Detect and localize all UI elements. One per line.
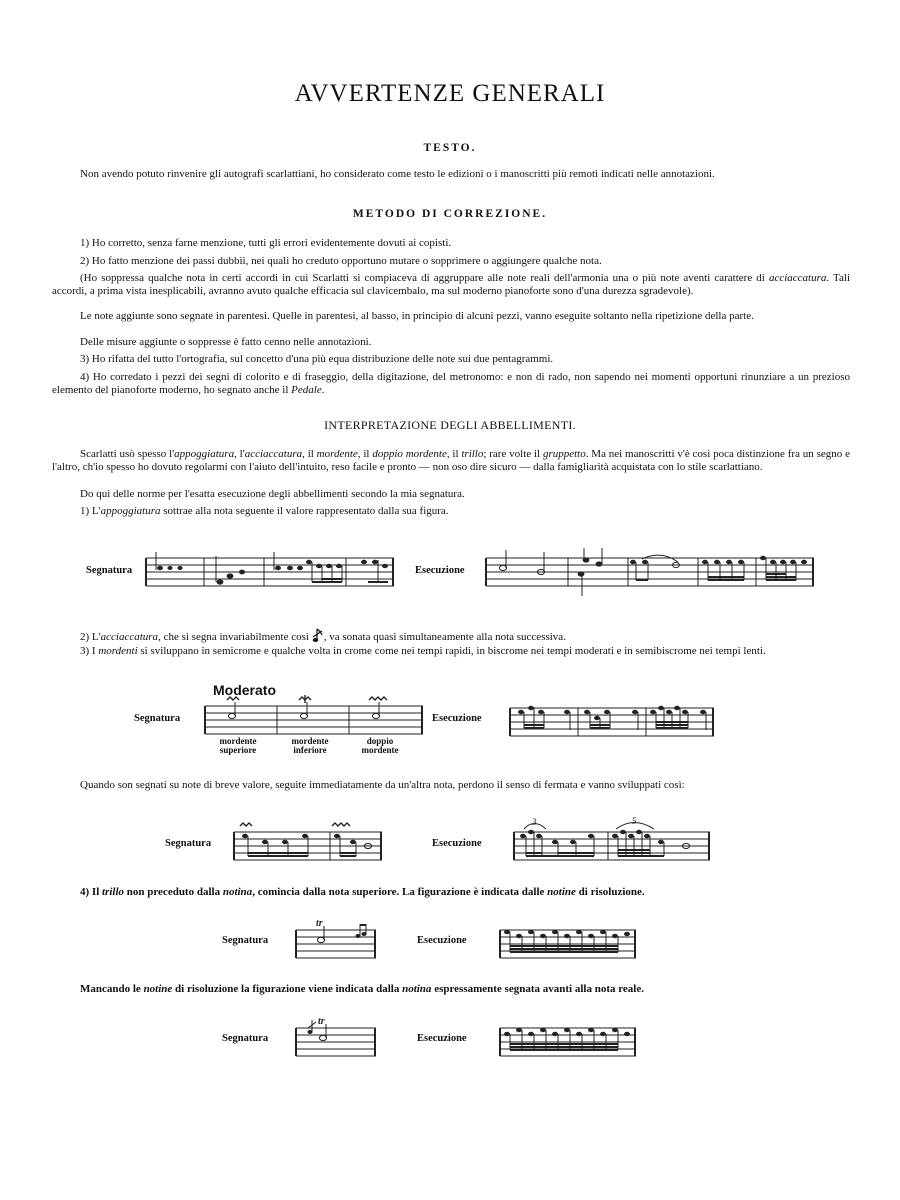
label-esecuzione-5: Esecuzione bbox=[417, 1033, 467, 1044]
paragraph-m3: 3) Ho rifatta del tutto l'ortografia, sul concetto d'una più equa distribuzione delle note sui due pentagrammi. bbox=[80, 353, 554, 365]
caption-mordente-inferiore: mordente inferiore bbox=[291, 736, 329, 755]
paragraph-m2: 2) Ho fatto menzione dei passi dubbii, nei quali ho creduto opportuno mutare o sopprimere o aggiungere qualche nota. bbox=[80, 255, 602, 267]
paragraph-i5: 3) I mordenti si sviluppano in semicrome e qualche volta in crome come nei tempi rapidi, in biscrome nei tempi moderati e in semibiscrome nei tempi lenti. bbox=[80, 645, 766, 657]
label-segnatura-3: Segnatura bbox=[165, 838, 212, 849]
paragraph-i2: Do qui delle norme per l'esatta esecuzione degli abbellimenti secondo la mia segnatura. bbox=[80, 488, 465, 500]
staff-notina-segnatura bbox=[296, 1018, 376, 1058]
label-esecuzione-1: Esecuzione bbox=[415, 565, 465, 576]
label-segnatura-4: Segnatura bbox=[222, 935, 269, 946]
paragraph-m2b: (Ho soppressa qualche nota in certi accordi in cui Scarlatti si compiaceva di aggruppare alle note reali dell'armonia una o più note aventi carattere di acciaccatura. Tali accordi, a prima vista inesplicabili, avranno avuto qualche efficacia sul clavicembalo, ma sul moderno pianoforte sono d'una durezza sgradevole). bbox=[52, 272, 850, 297]
page-title: AVVERTENZE GENERALI bbox=[294, 80, 606, 107]
staff-mordenti-segnatura bbox=[205, 696, 423, 736]
section-heading-metodo: METODO DI CORREZIONE. bbox=[352, 208, 548, 220]
staff-mordenti-brevi-segnatura bbox=[234, 822, 382, 862]
paragraph-i6: Quando son segnati su note di breve valore, seguite immediatamente da un'altra nota, perdono il senso di fermata e vanno sviluppati così: bbox=[80, 779, 685, 791]
label-esecuzione-4: Esecuzione bbox=[417, 935, 467, 946]
paragraph-i1: Scarlatti usò spesso l'appoggiatura, l'acciaccatura, il mordente, il doppio mordente, il trillo; rare volte il gruppetto. Ma nei manoscritti v'è così poca distinzione fra un segno e l'altro, ch'io spesso ho dovuto regolarmi con l'aiuto dell'intuito, reso facile e pronto — non oso dire sicuro — dalla famigliarità acquistata con lo stile scarlattiano. bbox=[52, 448, 850, 473]
paragraph-m4: 4) Ho corredato i pezzi dei segni di colorito e di fraseggio, della digitazione, del metronomo: e non di rado, non sapendo nei momenti opportuni rinunziare a un prezioso elemento del pianoforte moderno, ho segnato anche il Pedale. bbox=[52, 371, 850, 396]
acciaccatura-sign-icon bbox=[312, 628, 324, 642]
staff-notina-esecuzione bbox=[500, 1018, 636, 1058]
trill-sign-icon-2: tr bbox=[318, 1016, 325, 1027]
triplet-3-label-a: 3 bbox=[532, 817, 537, 827]
tempo-moderato: Moderato bbox=[213, 682, 276, 698]
paragraph-m1: 1) Ho corretto, senza farne menzione, tutti gli errori evidentemente dovuti ai copisti. bbox=[80, 237, 452, 249]
label-segnatura-2: Segnatura bbox=[134, 713, 181, 724]
triplet-5-label: 5 bbox=[632, 816, 637, 826]
paragraph-m2c: Le note aggiunte sono segnate in parentesi. Quelle in parentesi, al basso, in principio di alcuni pezzi, vanno eseguite soltanto nella ripetizione della parte. bbox=[80, 310, 754, 322]
caption-doppio-mordente: doppio mordente bbox=[361, 736, 399, 755]
caption-mordente-superiore: mordente superiore bbox=[219, 736, 257, 755]
label-segnatura-5: Segnatura bbox=[222, 1033, 269, 1044]
label-esecuzione-2: Esecuzione bbox=[432, 713, 482, 724]
staff-appoggiatura-esecuzione bbox=[486, 548, 814, 598]
trill-sign-icon: tr bbox=[316, 918, 323, 929]
paragraph-i7: 4) Il trillo non preceduto dalla notina, comincia dalla nota superiore. La figurazione è indicata dalle notine di risoluzione. bbox=[80, 886, 645, 898]
section-heading-interpretazione: INTERPRETAZIONE DEGLI ABBELLIMENTI. bbox=[324, 418, 576, 432]
staff-mordenti-esecuzione bbox=[510, 698, 714, 738]
label-segnatura-1: Segnatura bbox=[86, 565, 133, 576]
staff-trillo-segnatura bbox=[296, 920, 376, 960]
staff-appoggiatura-segnatura bbox=[146, 552, 394, 596]
staff-mordenti-brevi-esecuzione bbox=[514, 816, 710, 862]
paragraph-i4: 2) L'acciaccatura, che si segna invariabilmente così , va sonata quasi simultaneamente alla nota successiva. bbox=[52, 628, 850, 644]
paragraph-testo: Non avendo potuto rinvenire gli autografi scarlattiani, ho considerato come testo le edizioni o i manoscritti più remoti indicati nelle annotazioni. bbox=[80, 168, 715, 180]
label-esecuzione-3: Esecuzione bbox=[432, 838, 482, 849]
staff-trillo-esecuzione bbox=[500, 920, 636, 960]
paragraph-i8: Mancando le notine di risoluzione la figurazione viene indicata dalla notina espressamente segnata avanti alla nota reale. bbox=[80, 983, 644, 995]
section-heading-testo: TESTO. bbox=[423, 142, 477, 154]
paragraph-m2d: Delle misure aggiunte o soppresse è fatto cenno nelle annotazioni. bbox=[80, 336, 372, 348]
paragraph-i3: 1) L'appoggiatura sottrae alla nota seguente il valore rappresentato dalla sua figura. bbox=[80, 505, 449, 517]
